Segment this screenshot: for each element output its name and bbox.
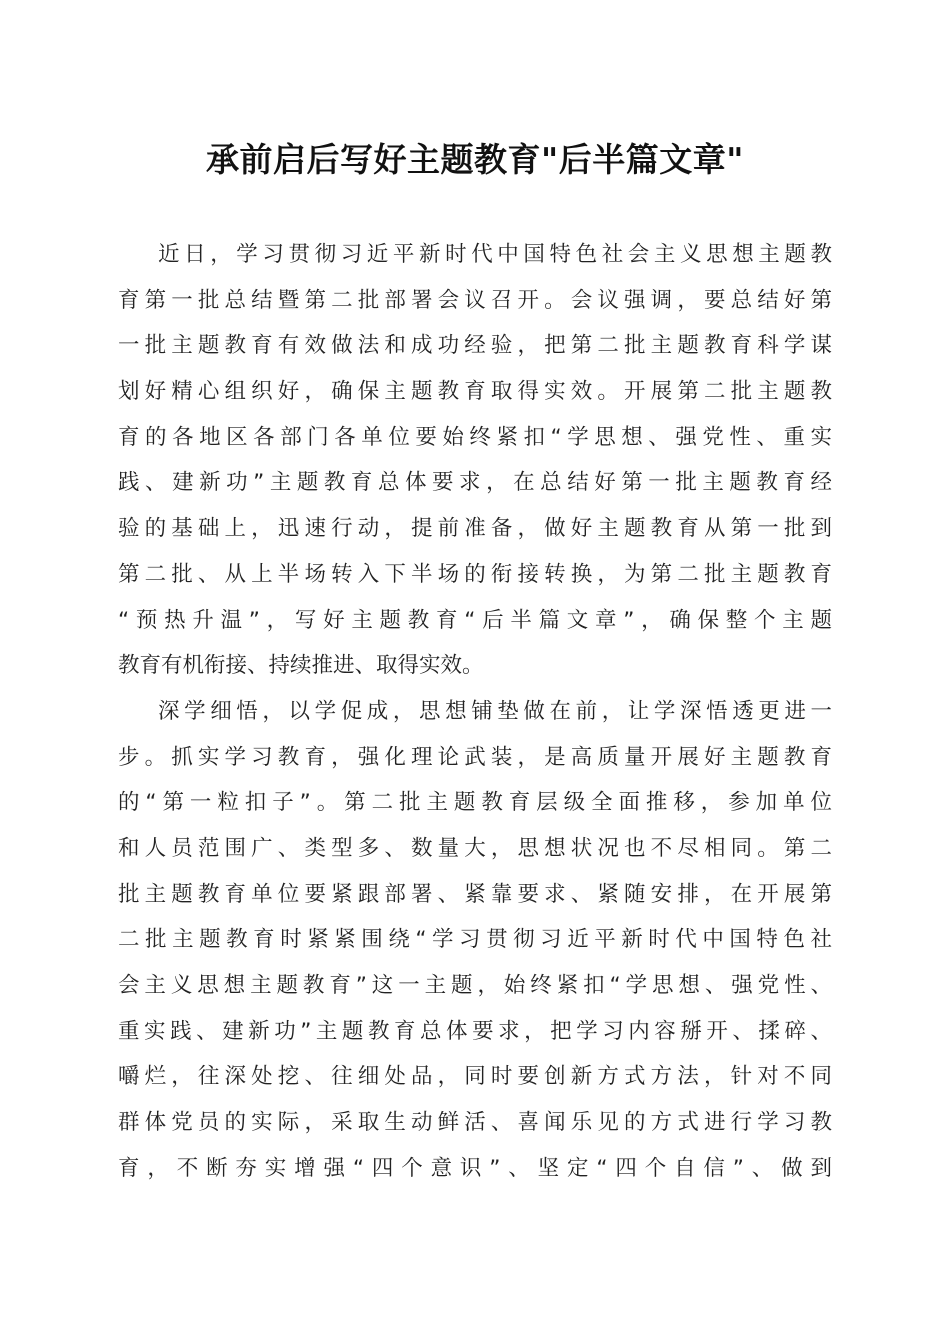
document-title: 承前启后写好主题教育"后半篇文章" [206,140,744,179]
text-line: 嚼烂，往深处挖、往细处品，同时要创新方式方法，针对不同 [118,1064,832,1090]
text-line: 群体党员的实际，采取生动鲜活、喜闻乐见的方式进行学习教 [118,1110,832,1136]
text-line: 践、建新功”主题教育总体要求，在总结好第一批主题教育经 [118,470,832,496]
text-line: 批主题教育单位要紧跟部署、紧靠要求、紧随安排，在开展第 [118,881,832,907]
text-line: 划好精心组织好，确保主题教育取得实效。开展第二批主题教 [118,379,832,405]
text-line: 步。抓实学习教育，强化理论武装，是高质量开展好主题教育 [118,744,832,770]
text-line: 会主义思想主题教育”这一主题，始终紧扣“学思想、强党性、 [118,973,832,998]
text-line: 二批主题教育时紧紧围绕“学习贯彻习近平新时代中国特色社 [118,927,832,953]
text-line: 近日，学习贯彻习近平新时代中国特色社会主义思想主题教 [158,242,832,267]
paragraph-2 [118,689,832,1192]
text-line: 和人员范围广、类型多、数量大，思想状况也不尽相同。第二 [118,835,832,861]
text-line: 一批主题教育有效做法和成功经验，把第二批主题教育科学谋 [118,333,832,359]
text-line: 验的基础上，迅速行动，提前准备，做好主题教育从第一批到 [118,516,832,542]
text-line: 第二批、从上半场转入下半场的衔接转换，为第二批主题教育 [118,561,832,587]
paragraph-1 [118,232,832,689]
text-line: 教育有机衔接、持续推进、取得实效。 [118,653,484,679]
text-line: 育的各地区各部门各单位要始终紧扣“学思想、强党性、重实 [118,424,832,450]
text-line: 重实践、建新功”主题教育总体要求，把学习内容掰开、揉碎、 [118,1018,832,1044]
text-line: “预热升温”，写好主题教育“后半篇文章”，确保整个主题 [118,607,832,633]
document-body [118,232,832,1191]
text-line: 育第一批总结暨第二批部署会议召开。会议强调，要总结好第 [118,287,832,313]
text-line: 深学细悟，以学促成，思想铺垫做在前，让学深悟透更进一 [158,698,832,724]
text-line: 育，不断夯实增强“四个意识”、坚定“四个自信”、做到 [118,1155,832,1181]
text-line: 的“第一粒扣子”。第二批主题教育层级全面推移，参加单位 [118,790,832,816]
